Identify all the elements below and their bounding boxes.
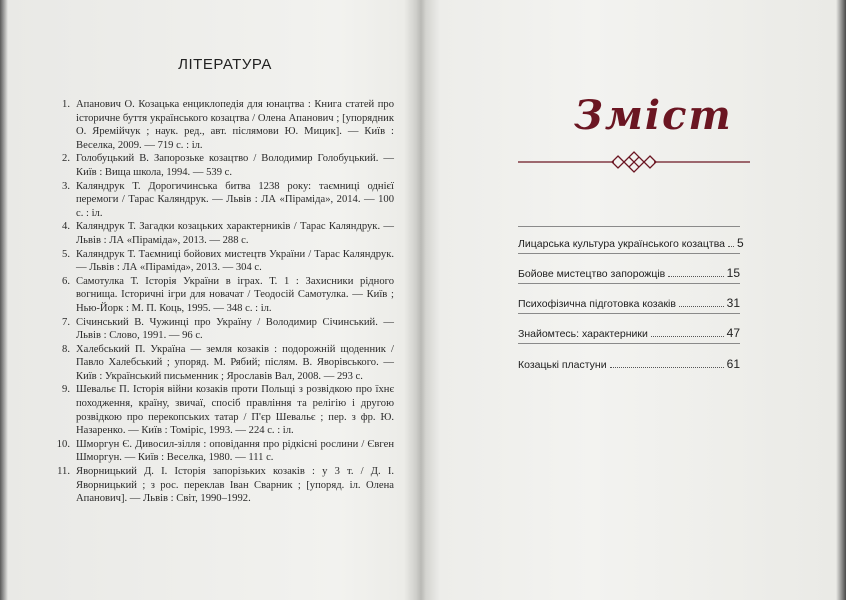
- reference-item: 11. Яворницький Д. І. Історія запорізьких козаків : у 3 т. / Д. І. Яворницький ; з рос. переклав Іван Сварник ; [упоряд. іл. Олена Апанович]. — Львів : Світ, 1990–1992.: [57, 466, 394, 505]
- reference-item: 3. Каляндрук Т. Дорогичинська битва 1238 року: таємниці однієї перемоги / Тарас Каляндрук. — Львів : ЛА «Піраміда», 2014. — 100 с. : іл.: [62, 180, 394, 219]
- toc-entry[interactable]: Козацькі пластуни 61: [518, 357, 740, 371]
- right-page: [422, 0, 846, 600]
- reference-item: 8. Халебський П. Україна — земля козаків : подорожній щоденник / Павло Халебський ; упоряд. М. Рябий; післям. В. Яворівського. — Київ : Український письменник ; Ярославів Вал, 2008. — 293 с.: [62, 343, 394, 382]
- contents-title: Зміст: [574, 92, 733, 139]
- reference-item: 9. Шевальє П. Історія війни козаків проти Польщі з розвідкою про їхнє походження, країну, звичаї, спосіб правління та релігію і другою розвідкою про перекопських татар / П'єр Шевальє ; пер. з фр. Ю. Назаренко. — Київ : Томіріс, 1993. — 224 с. : іл.: [62, 384, 394, 437]
- reference-item: 1. Апанович О. Козацька енциклопедія для юнацтва : Книга статей про історичне буття українського козацтва / Олена Апанович ; [упорядник О. Яремійчук ; наук. ред., авт. післямови Ю. Мицик]. — Київ : Веселка, 2009. — 719 с. : іл.: [62, 99, 394, 151]
- ornament-divider-icon: [518, 150, 750, 174]
- toc-entry[interactable]: Бойове мистецтво запорожців 15: [518, 254, 740, 284]
- toc-entry[interactable]: Знайомтесь: характерники 47: [518, 314, 740, 344]
- reference-item: 6. Самотулка Т. Історія України в іграх. Т. 1 : Захисники рідного вогнища. Історичні ігри для новачат / Теодосій Самотулка. — Київ ; Нью-Йорк : М. П. Коць, 1995. — 348 с. : іл.: [62, 275, 394, 314]
- references-title: ЛІТЕРАТУРА: [178, 56, 272, 73]
- reference-item: 5. Каляндрук Т. Таємниці бойових мистецтв України / Тарас Каляндрук. — Львів : ЛА «Піраміда», 2013. — 304 с.: [62, 248, 394, 274]
- reference-item: 2. Голобуцький В. Запорозьке козацтво / Володимир Голобуцький. — Київ : Вища школа, 1994. — 539 с.: [62, 153, 394, 178]
- contents-list: [518, 226, 744, 374]
- left-page: [0, 0, 420, 600]
- references-list: [54, 98, 394, 506]
- toc-entry[interactable]: Лицарська культура українського козацтва 5: [518, 226, 740, 254]
- reference-item: 10. Шморгун Є. Дивосил-зілля : оповідання про рідкісні рослини / Євген Шморгун. — Київ : Веселка, 1980. — 111 с.: [56, 438, 394, 464]
- toc-entry[interactable]: Психофізична підготовка козаків 31: [518, 284, 740, 314]
- reference-item: 4. Каляндрук Т. Загадки козацьких характерників / Тарас Каляндрук. — Львів : ЛА «Піраміда», 2013. — 288 с.: [62, 221, 394, 246]
- reference-item: 7. Січинський В. Чужинці про Україну / Володимир Січинський. — Львів : Слово, 1991. — 96 с.: [62, 316, 394, 342]
